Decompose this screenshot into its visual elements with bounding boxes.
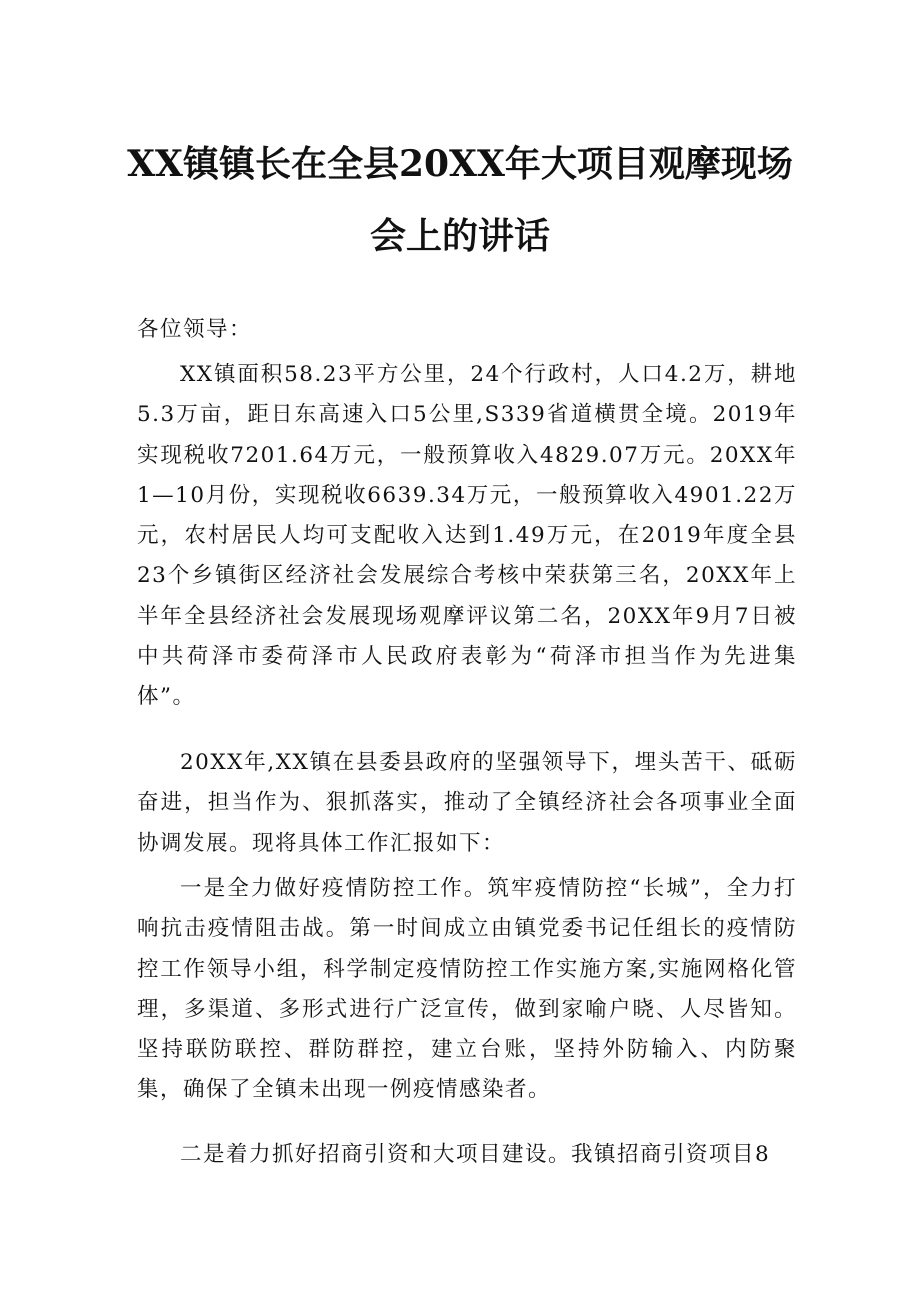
document-title-line-2: 会上的讲话 [369, 215, 550, 257]
document-title-line-1: XX镇镇长在全县20XX年大项目观摩现场 [127, 143, 793, 185]
paragraph-block [137, 1135, 797, 1175]
paragraph-block [137, 743, 797, 864]
paragraph-overview: XX镇面积58.23平方公里，24个行政村，人口4.2万，耕地5.3万亩，距日东高速入口5公里,S339省道横贯全境。2019年实现税收7201.64万元，一般预算收入4829.07万元。20XX年1—10月份，实现税收6639.34万元，一般预算收入4901.22万元，农村居民人均可支配收入达到1.49万元，在2019年度全县23个乡镇街区经济社会发展综合考核中荣获第三名，20XX年上半年全县经济社会发展现场观摩评议第二名，20XX年9月7日被中共荷泽市委荷泽市人民政府表彰为“荷泽市担当作为先进集体”。 [137, 362, 797, 710]
salutation: 各位领导： [137, 317, 253, 342]
paragraph-epidemic: 一是全力做好疫情防控工作。筑牢疫情防控“长城”，全力打响抗击疫情阻击战。第一时间成立由镇党委书记任组长的疫情防控工作领导小组，科学制定疫情防控工作实施方案,实施网格化管理，多渠道、多形式进行广泛宣传，做到家喻户晓、人尽皆知。坚持联防联控、群防群控，建立台账，坚持外防输入、内防聚集，确保了全镇未出现一例疫情感染者。 [137, 876, 797, 1103]
paragraph-investment: 二是着力抓好招商引资和大项目建设。我镇招商引资项目8 [180, 1142, 771, 1167]
paragraph-block [137, 869, 797, 1111]
paragraph-block [137, 355, 797, 718]
paragraph-intro: 20XX年,XX镇在县委县政府的坚强领导下，埋头苦干、砥砺奋进，担当作为、狠抓落实，推动了全镇经济社会各项事业全面协调发展。现将具体工作汇报如下： [137, 750, 797, 856]
